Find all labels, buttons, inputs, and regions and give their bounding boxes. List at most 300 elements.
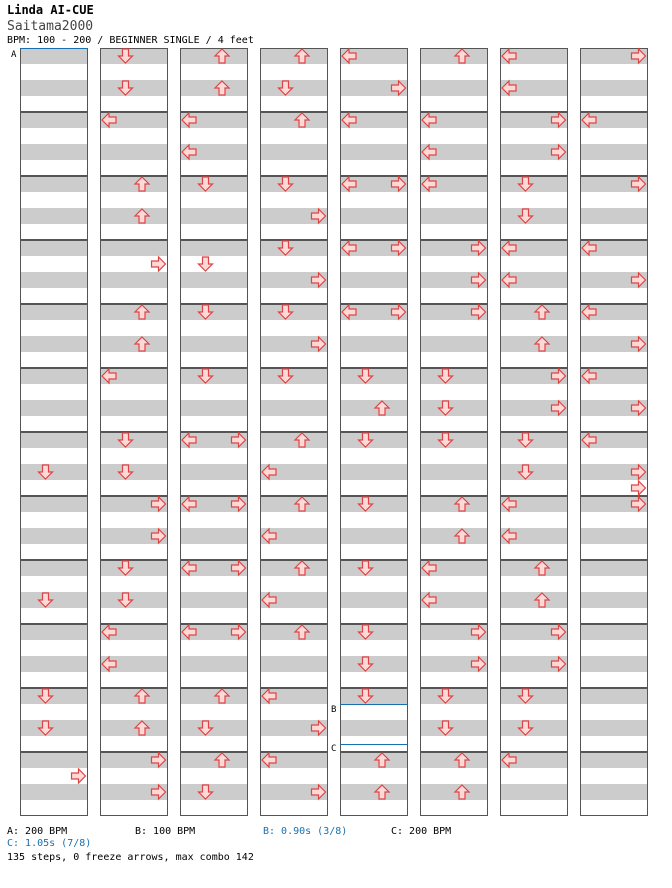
stripe <box>340 288 408 304</box>
stripe <box>420 704 488 720</box>
stripe <box>100 64 168 80</box>
marker-a: A <box>11 50 17 60</box>
stripe <box>340 576 408 592</box>
stripe <box>340 448 408 464</box>
stripe <box>580 704 648 720</box>
stripe <box>20 128 88 144</box>
stripe <box>580 96 648 112</box>
stripe <box>260 400 328 416</box>
stripe <box>500 736 568 752</box>
footer-bpm-b: B: 100 BPM <box>135 826 196 837</box>
stripe <box>580 352 648 368</box>
stripe <box>180 720 248 736</box>
stripe <box>100 304 168 320</box>
chart-column-3 <box>180 48 248 816</box>
stripe <box>180 128 248 144</box>
song-title: Saitama2000 <box>7 19 94 34</box>
stripe <box>500 128 568 144</box>
stripe <box>100 560 168 576</box>
stripe <box>20 272 88 288</box>
stripe <box>340 704 408 720</box>
stripe <box>20 496 88 512</box>
stripe <box>420 416 488 432</box>
stripe <box>340 416 408 432</box>
stripe <box>580 768 648 784</box>
stripe <box>260 448 328 464</box>
stripe <box>100 48 168 64</box>
stripe <box>180 64 248 80</box>
stripe <box>260 320 328 336</box>
stripe <box>100 736 168 752</box>
stripe <box>180 656 248 672</box>
stripe <box>260 416 328 432</box>
stripe <box>420 784 488 800</box>
footer-bpm-c: C: 200 BPM <box>391 826 452 837</box>
stripe <box>420 576 488 592</box>
stripe <box>180 304 248 320</box>
stripe <box>340 352 408 368</box>
stripe <box>580 672 648 688</box>
stripe <box>20 784 88 800</box>
stripe <box>260 256 328 272</box>
stripe <box>180 672 248 688</box>
stripe <box>20 160 88 176</box>
stripe <box>420 688 488 704</box>
stripe <box>180 800 248 816</box>
stripe <box>20 720 88 736</box>
stripe <box>20 400 88 416</box>
stripe <box>180 336 248 352</box>
stripe <box>260 672 328 688</box>
stripe <box>580 752 648 768</box>
stripe <box>100 672 168 688</box>
stripe <box>340 192 408 208</box>
stripe <box>340 688 408 704</box>
stripe <box>20 512 88 528</box>
stripe <box>20 144 88 160</box>
stripe <box>580 512 648 528</box>
stripe <box>420 384 488 400</box>
stripe <box>100 720 168 736</box>
stripe <box>500 160 568 176</box>
stripe <box>20 448 88 464</box>
stripe <box>420 736 488 752</box>
stripe <box>340 560 408 576</box>
stripe <box>420 128 488 144</box>
stripe <box>340 608 408 624</box>
stripe <box>180 512 248 528</box>
stripe <box>20 576 88 592</box>
stripe <box>180 704 248 720</box>
stripe <box>20 320 88 336</box>
stripe <box>580 416 648 432</box>
stripe <box>580 656 648 672</box>
stripe <box>580 224 648 240</box>
stripe <box>260 512 328 528</box>
stripe <box>500 464 568 480</box>
stripe <box>580 80 648 96</box>
stripe <box>580 192 648 208</box>
stripe <box>100 80 168 96</box>
stripe <box>180 416 248 432</box>
stripe <box>180 464 248 480</box>
stripe <box>20 368 88 384</box>
stripe <box>500 608 568 624</box>
stripe <box>500 512 568 528</box>
stripe <box>100 800 168 816</box>
stripe <box>180 272 248 288</box>
stripe <box>20 416 88 432</box>
stripe <box>500 800 568 816</box>
stripe <box>20 688 88 704</box>
stripe <box>340 208 408 224</box>
stripe <box>260 544 328 560</box>
stripe <box>580 384 648 400</box>
stripe <box>180 768 248 784</box>
stripe <box>580 560 648 576</box>
stripe <box>580 64 648 80</box>
stripe <box>260 176 328 192</box>
chart-column-6 <box>420 48 488 816</box>
stripe <box>340 320 408 336</box>
stripe <box>260 384 328 400</box>
stripe <box>420 800 488 816</box>
stripe <box>580 288 648 304</box>
stripe <box>260 96 328 112</box>
stripe <box>500 384 568 400</box>
stripe <box>580 640 648 656</box>
stripe <box>100 416 168 432</box>
stripe <box>420 224 488 240</box>
stripe <box>340 640 408 656</box>
stripe <box>340 224 408 240</box>
stripe <box>100 400 168 416</box>
stripe <box>260 800 328 816</box>
stripe <box>260 224 328 240</box>
stripe <box>20 640 88 656</box>
stripe <box>180 384 248 400</box>
stripe <box>580 144 648 160</box>
stripe <box>20 624 88 640</box>
stripe <box>580 592 648 608</box>
chart-title: Linda AI-CUE <box>7 3 94 17</box>
stripe <box>580 736 648 752</box>
stripe <box>420 64 488 80</box>
chart-column-7 <box>500 48 568 816</box>
stripe <box>100 688 168 704</box>
stripe <box>100 432 168 448</box>
stripe <box>420 496 488 512</box>
stripe <box>100 192 168 208</box>
stripe <box>260 656 328 672</box>
stripe <box>340 368 408 384</box>
stripe <box>260 240 328 256</box>
stripe <box>580 256 648 272</box>
stripe <box>340 464 408 480</box>
stripe <box>20 592 88 608</box>
stripe <box>180 240 248 256</box>
stripe <box>180 608 248 624</box>
stripe <box>500 192 568 208</box>
stripe <box>20 704 88 720</box>
stripe <box>100 576 168 592</box>
stripe <box>340 768 408 784</box>
stripe <box>500 688 568 704</box>
stripe <box>180 176 248 192</box>
stripe <box>100 592 168 608</box>
stripe <box>180 224 248 240</box>
stripe <box>340 96 408 112</box>
stripe <box>340 784 408 800</box>
stripe <box>340 272 408 288</box>
stripe <box>500 480 568 496</box>
stripe <box>420 512 488 528</box>
stripe <box>500 448 568 464</box>
stripe <box>340 432 408 448</box>
stripe <box>180 480 248 496</box>
stripe <box>420 432 488 448</box>
stripe <box>340 656 408 672</box>
stripe <box>180 352 248 368</box>
stripe <box>20 80 88 96</box>
stripe <box>260 704 328 720</box>
stripe <box>260 192 328 208</box>
stripe <box>340 384 408 400</box>
stripe <box>100 704 168 720</box>
stripe <box>20 480 88 496</box>
stripe <box>180 368 248 384</box>
stripe <box>420 672 488 688</box>
stripe <box>420 400 488 416</box>
stripe <box>500 64 568 80</box>
stripe <box>500 640 568 656</box>
stripe <box>340 512 408 528</box>
stripe <box>180 80 248 96</box>
stripe <box>260 288 328 304</box>
stripe <box>100 240 168 256</box>
footer-stop-b: B: 0.90s (3/8) <box>263 826 348 837</box>
stripe <box>100 160 168 176</box>
stripe <box>500 432 568 448</box>
stripe <box>100 336 168 352</box>
stripe <box>20 560 88 576</box>
stripe <box>500 720 568 736</box>
stripe <box>340 336 408 352</box>
stripe <box>20 64 88 80</box>
stripe <box>260 112 328 128</box>
stripe <box>580 544 648 560</box>
stripe <box>260 624 328 640</box>
stripe <box>260 640 328 656</box>
stripe <box>500 592 568 608</box>
stripe <box>100 176 168 192</box>
stripe <box>580 720 648 736</box>
stripe <box>20 656 88 672</box>
stripe <box>260 560 328 576</box>
stripe <box>260 736 328 752</box>
marker-b: B <box>331 705 337 715</box>
stripe <box>20 352 88 368</box>
stripe <box>580 528 648 544</box>
stripe <box>420 96 488 112</box>
stripe <box>100 128 168 144</box>
stripe <box>260 480 328 496</box>
stripe <box>20 608 88 624</box>
stripe <box>580 800 648 816</box>
stripe <box>340 256 408 272</box>
stripe <box>340 144 408 160</box>
stripe <box>100 272 168 288</box>
stripe <box>420 192 488 208</box>
stripe <box>180 400 248 416</box>
stripe <box>260 352 328 368</box>
stripe <box>420 160 488 176</box>
stripe <box>20 528 88 544</box>
stripe <box>20 304 88 320</box>
stripe <box>500 672 568 688</box>
stripe <box>340 480 408 496</box>
stripe <box>260 48 328 64</box>
stripe <box>340 64 408 80</box>
chart-column-2 <box>100 48 168 816</box>
footer-bpm-a: A: 200 BPM <box>7 826 68 837</box>
stripe <box>500 416 568 432</box>
stripe <box>180 752 248 768</box>
stripe <box>180 784 248 800</box>
stripe <box>500 560 568 576</box>
stripe <box>260 144 328 160</box>
stripe <box>180 320 248 336</box>
stripe <box>420 48 488 64</box>
stripe <box>420 480 488 496</box>
stripe <box>20 336 88 352</box>
stripe <box>20 224 88 240</box>
stripe <box>500 208 568 224</box>
stripe <box>500 176 568 192</box>
stripe <box>180 48 248 64</box>
footer-bpm-row <box>7 826 451 837</box>
stripe <box>100 480 168 496</box>
stripe <box>180 208 248 224</box>
stripe <box>180 160 248 176</box>
stripe <box>100 384 168 400</box>
stripe <box>100 448 168 464</box>
stripe <box>580 320 648 336</box>
stripe <box>340 672 408 688</box>
stripe <box>100 768 168 784</box>
stripe <box>20 192 88 208</box>
stripe <box>100 96 168 112</box>
stripe <box>180 528 248 544</box>
stripe <box>580 608 648 624</box>
stripe <box>20 176 88 192</box>
stripe <box>260 768 328 784</box>
stripe <box>580 688 648 704</box>
stripe <box>20 112 88 128</box>
stripe <box>420 208 488 224</box>
stripe <box>100 464 168 480</box>
chart-column-8 <box>580 48 648 816</box>
stripe <box>420 80 488 96</box>
stripe <box>580 576 648 592</box>
stripe <box>100 544 168 560</box>
stripe <box>340 528 408 544</box>
stripe <box>100 320 168 336</box>
stripe <box>100 208 168 224</box>
stripe <box>580 784 648 800</box>
stripe <box>100 352 168 368</box>
stripe <box>100 288 168 304</box>
stripe <box>100 608 168 624</box>
stripe <box>580 160 648 176</box>
marker-c: C <box>331 744 337 754</box>
stripe <box>20 672 88 688</box>
stripe <box>340 400 408 416</box>
stripe <box>260 160 328 176</box>
stripe <box>420 448 488 464</box>
stripe <box>500 304 568 320</box>
stripe <box>20 48 88 64</box>
stripe <box>580 448 648 464</box>
stripe <box>180 688 248 704</box>
stripe <box>20 240 88 256</box>
footer-stats: 135 steps, 0 freeze arrows, max combo 142 <box>7 852 254 863</box>
stripe <box>260 432 328 448</box>
stripe <box>500 224 568 240</box>
stripe <box>100 144 168 160</box>
stripe <box>500 96 568 112</box>
stripe <box>420 768 488 784</box>
stripe <box>100 224 168 240</box>
stripe <box>420 288 488 304</box>
stripe <box>20 464 88 480</box>
stripe <box>20 208 88 224</box>
chart-column-5 <box>340 48 408 816</box>
stripe <box>180 736 248 752</box>
stripe <box>260 304 328 320</box>
stripe <box>580 624 648 640</box>
stripe <box>20 544 88 560</box>
stripe <box>20 288 88 304</box>
stripe <box>500 352 568 368</box>
stripe <box>340 592 408 608</box>
stripe <box>580 208 648 224</box>
stripe <box>260 608 328 624</box>
stripe <box>20 800 88 816</box>
stripe <box>180 96 248 112</box>
stripe <box>260 576 328 592</box>
stripe <box>260 64 328 80</box>
stripe <box>340 160 408 176</box>
stripe <box>500 288 568 304</box>
stripe <box>420 368 488 384</box>
chart-column-1 <box>20 48 88 816</box>
stripe <box>420 256 488 272</box>
stripe <box>180 576 248 592</box>
stripe <box>420 464 488 480</box>
stripe <box>340 752 408 768</box>
stripe <box>20 256 88 272</box>
stripe <box>500 336 568 352</box>
stripe <box>180 640 248 656</box>
stripe <box>420 352 488 368</box>
stripe <box>500 256 568 272</box>
stripe <box>260 496 328 512</box>
stripe <box>420 320 488 336</box>
stripe <box>420 336 488 352</box>
stripe <box>180 544 248 560</box>
stripe <box>420 608 488 624</box>
